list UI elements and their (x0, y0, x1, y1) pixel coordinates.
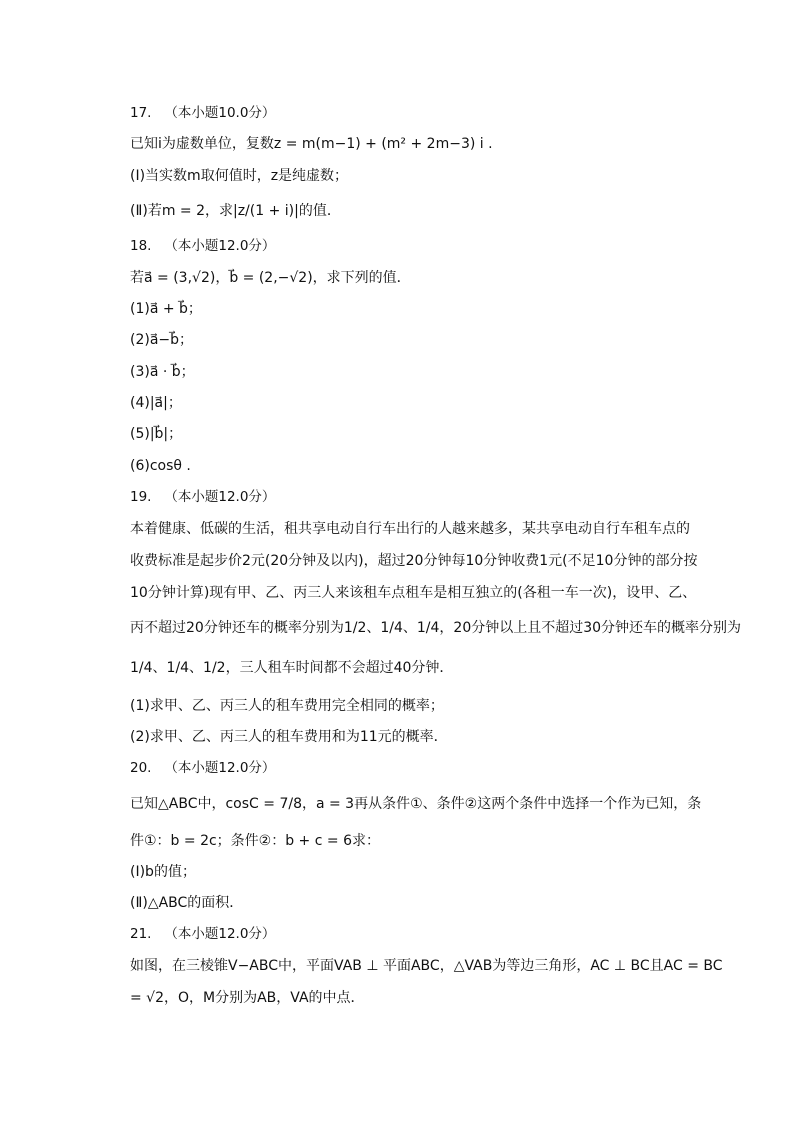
question-20-line-4: (Ⅱ)△ABC的面积． (130, 895, 244, 911)
question-18-line-4: (3)a⃗ · b⃗； (130, 364, 195, 380)
question-18-line-3: (2)a⃗−b⃗； (130, 332, 194, 348)
question-17-line-3: (Ⅱ)若m = 2，求|z/(1 + i)|的值． (130, 203, 341, 219)
question-21-line-2: = √2，O，M分别为AB，VA的中点． (130, 990, 365, 1006)
question-20-line-1: 已知△ABC中，cosC = 7/8，a = 3再从条件①、条件②这两个条件中选择一个作为已知，条 (130, 796, 702, 812)
question-19-line-1: 本着健康、低碳的生活，租共享电动自行车出行的人越来越多，某共享电动自行车租车点的 (130, 521, 690, 537)
question-19-line-2: 收费标准是起步价2元(20分钟及以内)，超过20分钟每10分钟收费1元(不足10分钟的部分按 (130, 553, 698, 569)
question-19-header: 19. （本小题12.0分） (130, 489, 276, 505)
question-17-line-2: (Ⅰ)当实数m取何值时，z是纯虚数； (130, 168, 349, 184)
question-20-line-2: 件①：b = 2c；条件②：b + c = 6求： (130, 833, 380, 849)
question-18-line-2: (1)a⃗ + b⃗； (130, 301, 202, 317)
question-18-line-6: (5)|b⃗|； (130, 426, 183, 442)
question-18-line-1: 若a⃗ = (3,√2)，b⃗ = (2,−√2)，求下列的值． (130, 270, 411, 286)
question-19-line-4: 丙不超过20分钟还车的概率分别为1/2、1/4、1/4，20分钟以上且不超过30分钟还车的概率分别为 (130, 620, 742, 636)
question-19-line-6: (1)求甲、乙、丙三人的租车费用完全相同的概率； (130, 698, 444, 714)
question-17-line-1: 已知i为虚数单位，复数z = m(m−1) + (m² + 2m−3) i . (130, 136, 493, 152)
question-19-line-7: (2)求甲、乙、丙三人的租车费用和为11元的概率． (130, 729, 448, 745)
question-19-line-3: 10分钟计算)现有甲、乙、丙三人来该租车点租车是相互独立的(各租一车一次)，设甲、乙、 (130, 585, 697, 601)
question-18-header: 18. （本小题12.0分） (130, 238, 276, 254)
question-18-line-5: (4)|a⃗|； (130, 395, 182, 411)
question-20-header: 20. （本小题12.0分） (130, 760, 276, 776)
question-17-header: 17. （本小题10.0分） (130, 105, 276, 121)
question-19-line-5: 1/4、1/4、1/2，三人租车时间都不会超过40分钟． (130, 660, 454, 676)
question-18-line-7: (6)cosθ . (130, 458, 191, 474)
question-21-line-1: 如图，在三棱锥V−ABC中，平面VAB ⊥ 平面ABC，△VAB为等边三角形，AC ⊥ BC且AC = BC (130, 958, 723, 974)
question-21-header: 21. （本小题12.0分） (130, 926, 276, 942)
question-20-line-3: (Ⅰ)b的值； (130, 864, 196, 880)
